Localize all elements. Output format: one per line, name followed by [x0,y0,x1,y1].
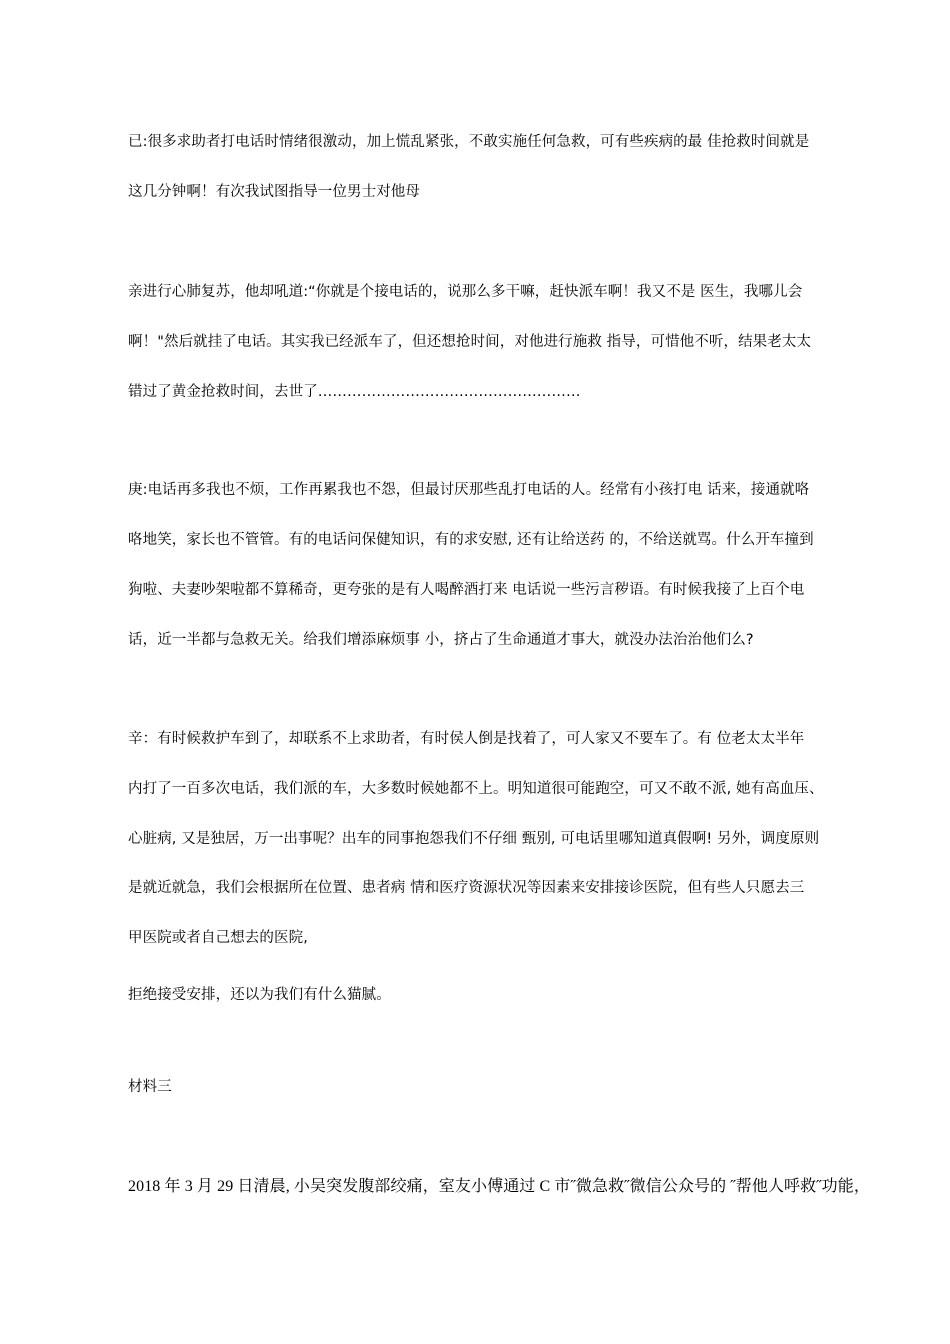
text-line: 庚:电话再多我也不烦，工作再累我也不怨，但最讨厌那些乱打电话的人。经常有小孩打电 话来，接通就咯 [128,482,810,498]
text-line: 拒绝接受安排，还以为我们有什么猫腻。 [128,987,391,1003]
text-line: 辛：有时候救护车到了，却联系不上求助者，有时侯人倒是找着了，可人家又不要车了。有 位老太太半年 [128,731,805,747]
text-line: 啊！"然后就挂了电话。其实我已经派车了，但还想抢时间，对他进行施救 指导，可惜他不听，结果老太太 [128,334,812,350]
text-line: 甲医院或者自己想去的医院, [128,930,308,946]
text-line: 亲进行心肺复苏，他却吼道:“你就是个接电话的，说那么多干嘛，赶快派车啊！我又不是 医生，我哪儿会 [128,284,803,300]
text-line: 已:很多求助者打电话时情绪很激动，加上慌乱紧张，不敢实施任何急救，可有些疾病的最 佳抢救时间就是 [128,134,810,150]
section-heading: 材料三 [128,1079,172,1095]
text-line: 这几分钟啊！有次我试图指导一位男士对他母 [128,184,420,200]
text-line: 2018 年 3 月 29 日清晨, 小吴突发腹部绞痛，室友小傅通过 C 市˝微急救˝微信公众号的 ˝帮他人呼救˝功能， [128,1178,870,1195]
text-line: 咯地笑，家长也不管管。有的电话问保健知识，有的求安慰, 还有让给送药 的，不给送就骂。什么开车撞到 [128,532,814,548]
text-line: 话，近一半都与急救无关。给我们增添麻烦事 小，挤占了生命通道才事大，就没办法治治他们么? [128,632,754,648]
text-line: 心脏病, 又是独居，万一出事呢？出车的同事抱怨我们不仔细 甄别, 可电话里哪知道真假啊! 另外，调度原则 [128,831,820,847]
text-line: 错过了黄金抢救时间，去世了……………………………………………… [128,384,581,400]
text-line: 内打了一百多次电话，我们派的车，大多数时候她都不上。明知道很可能跑空，可又不敢不派, 她有高血压、 [128,781,824,797]
text-line: 是就近就急，我们会根据所在位置、患者病 情和医疗资源状况等因素来安排接诊医院，但有些人只愿去三 [128,880,805,896]
text-line: 狗啦、夫妻吵架啦都不算稀奇，更夸张的是有人喝醉酒打来 电话说一些污言秽语。有时候我接了上百个电 [128,582,805,598]
